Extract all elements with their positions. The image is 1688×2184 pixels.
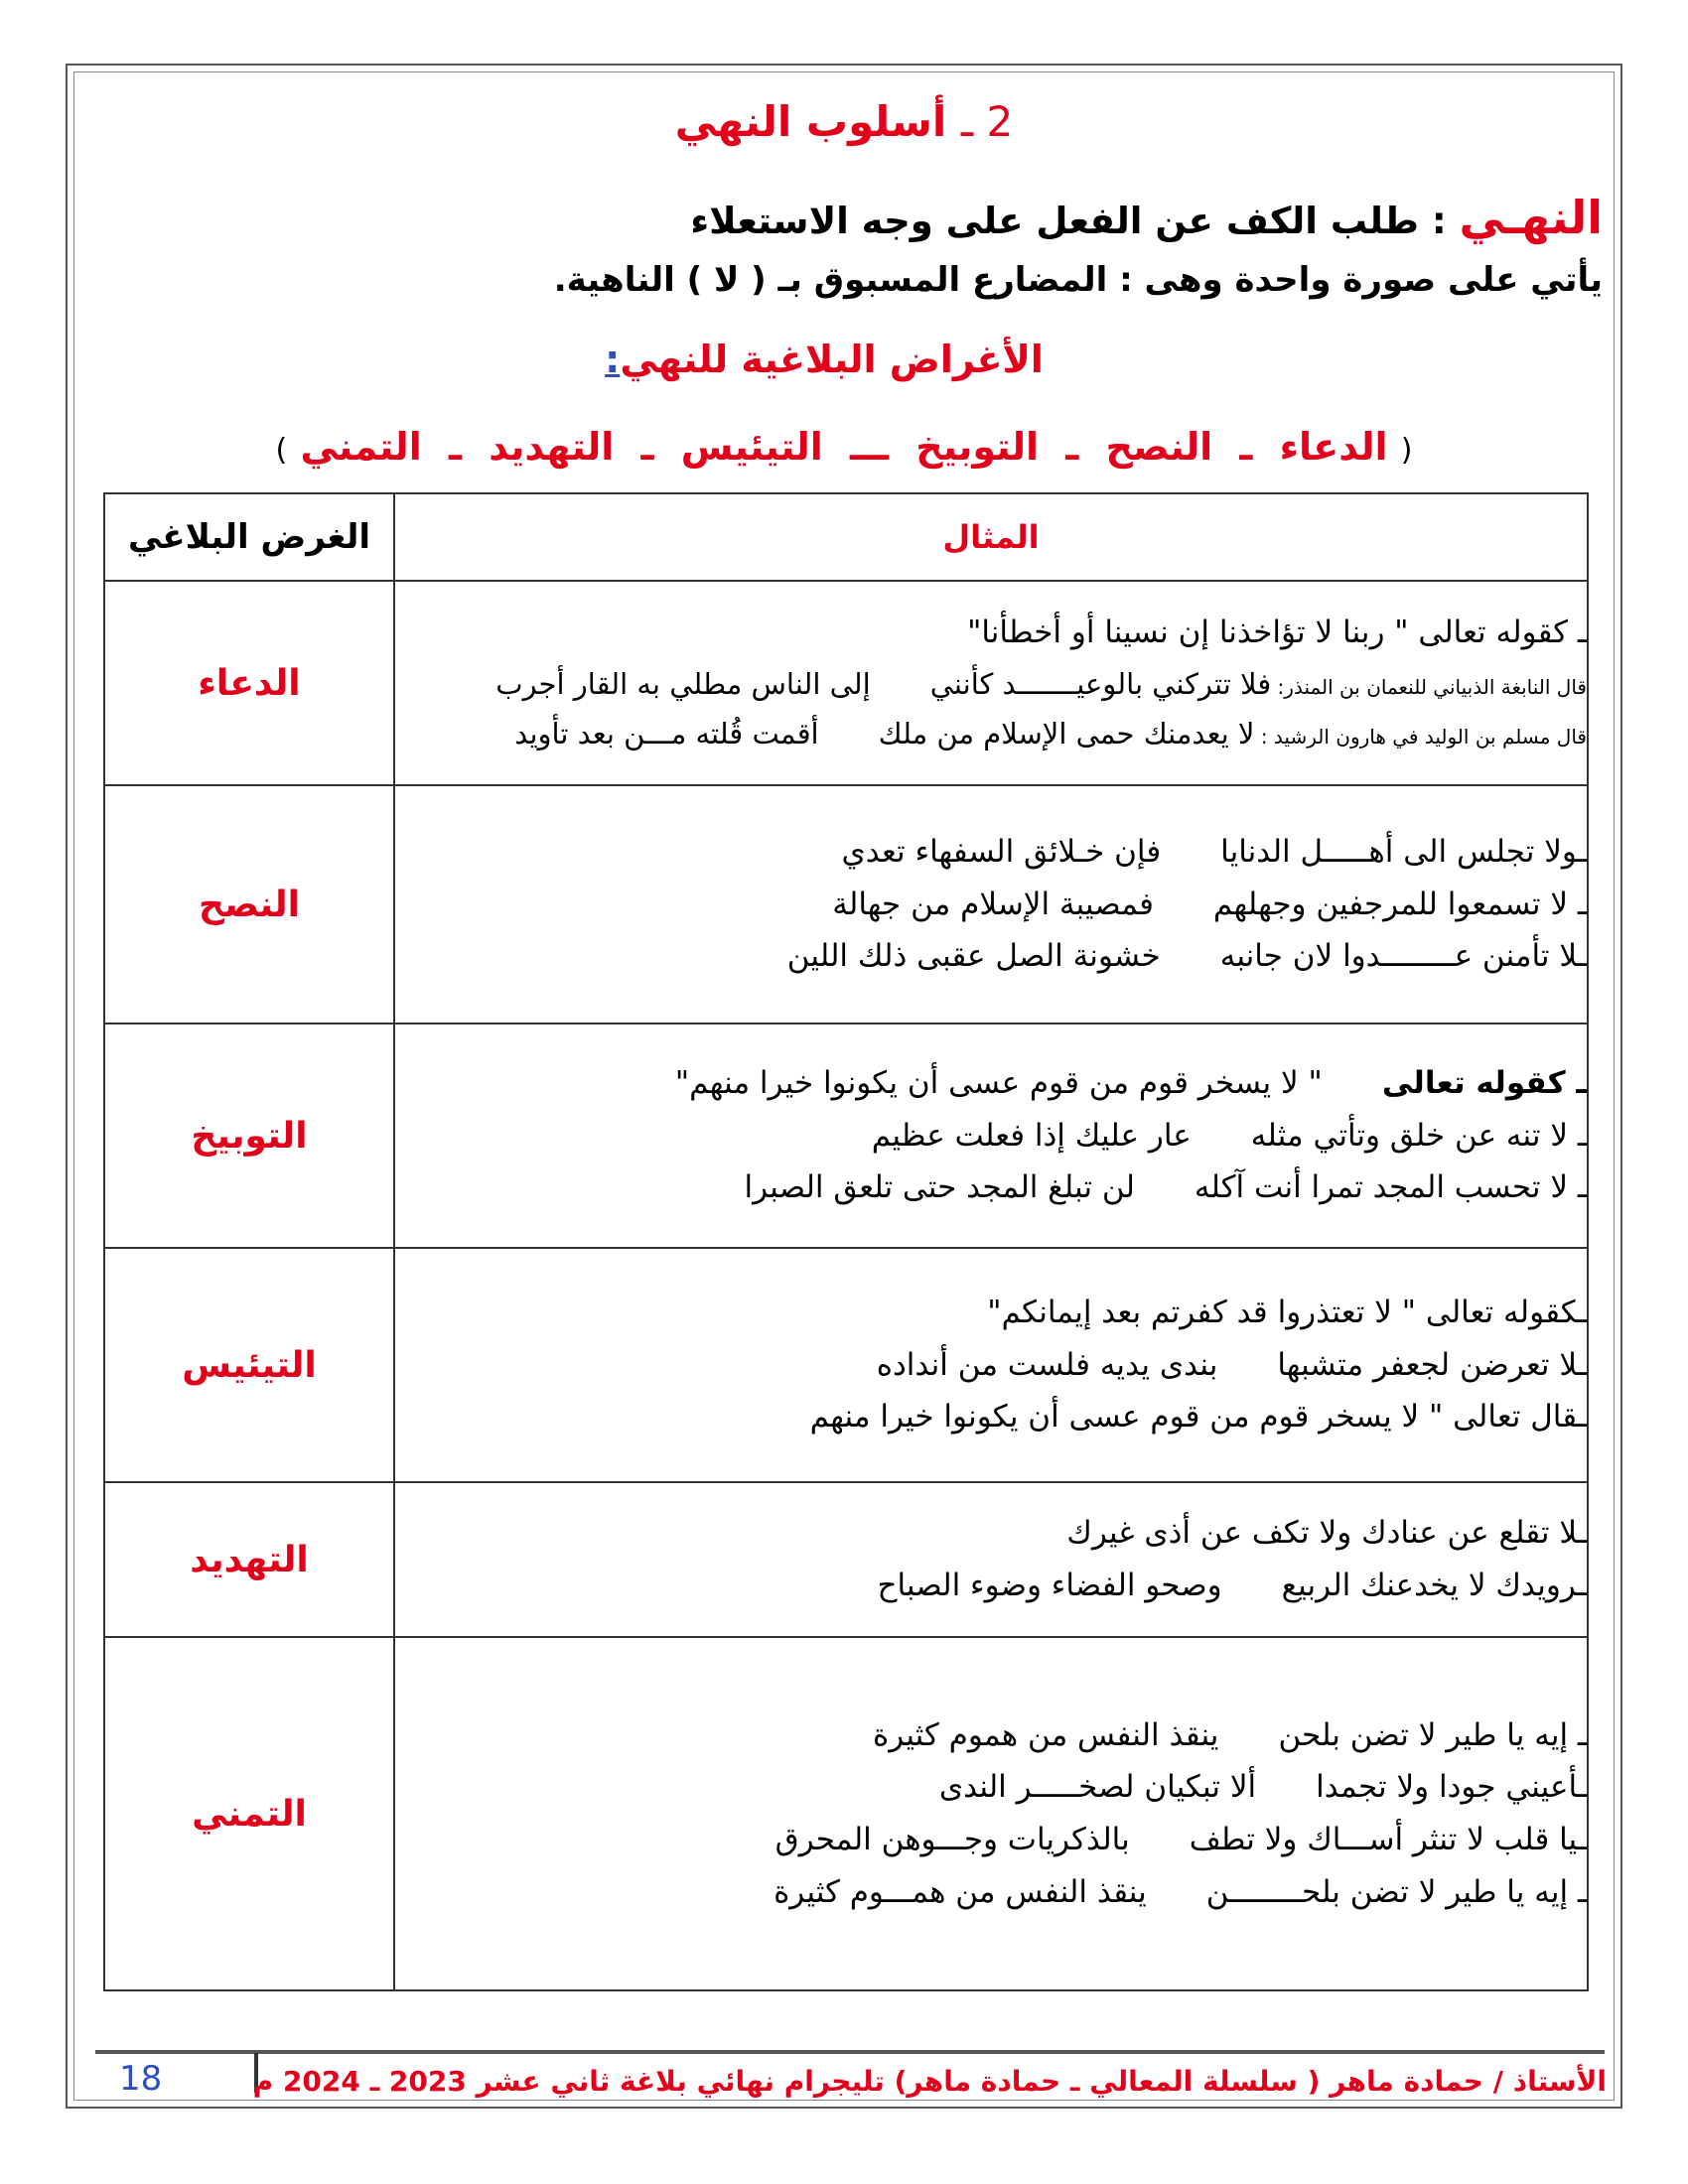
example-line — [395, 1117, 1587, 1156]
purpose-item: التوبيخ — [915, 425, 1040, 469]
example-second-hemistich: ألا تبكيان لصخـــــر الندى — [938, 1769, 1257, 1806]
form-line: يأتي على صورة واحدة وهى : المضارع المسبوق بـ ( لا ) الناهية. — [553, 260, 1603, 300]
example-line — [395, 886, 1587, 924]
purpose-item: التيئيس — [680, 425, 823, 469]
purpose-item: التمني — [300, 425, 422, 469]
example-first-hemistich: ـلا تقلع عن عنادك ولا تكف عن أذى غيرك — [1066, 1515, 1587, 1552]
example-cell — [394, 1482, 1588, 1637]
section-title — [0, 97, 1688, 146]
definition-line — [690, 191, 1603, 244]
purposes-table — [103, 492, 1589, 1991]
example-second-hemistich: فإن خـلائق السفهاء تعدي — [841, 833, 1162, 870]
example-line — [395, 937, 1587, 976]
example-first-hemistich: ـيا قلب لا تنثر أســـاك ولا تطف — [1189, 1822, 1587, 1857]
example-line — [395, 1873, 1587, 1912]
purposes-list — [0, 425, 1688, 469]
example-second-hemistich: ينقذ النفس من همـــوم كثيرة — [774, 1873, 1147, 1910]
purpose-cell: التهديد — [104, 1482, 394, 1637]
example-first-hemistich: ـ لا تسمعوا للمرجفين وجهلهم — [1212, 886, 1587, 922]
example-second-hemistich: إلى الناس مطلي به القار أجرب — [495, 667, 871, 702]
example-cell — [394, 581, 1588, 785]
table-row — [104, 785, 1588, 1024]
example-line — [395, 614, 1587, 652]
table-row — [104, 1248, 1588, 1482]
purpose-cell: التمني — [104, 1637, 394, 1990]
table-row — [104, 1482, 1588, 1637]
purpose-cell: النصح — [104, 785, 394, 1024]
purpose-separator: ـ — [1065, 425, 1079, 469]
example-line — [395, 1716, 1587, 1755]
purposes-heading-text: الأغراض البلاغية للنهي — [620, 338, 1044, 381]
purpose-separator: ـ — [448, 425, 462, 469]
example-line — [395, 1346, 1587, 1385]
example-first-hemistich: ـ كقوله تعالى " ربنا لا تؤاخذنا إن نسينا أو أخطأنا" — [967, 614, 1587, 651]
section-number: 2 ـ — [960, 97, 1014, 146]
example-attribution: قال النابغة الذبياني للنعمان بن المنذر: — [1271, 675, 1587, 700]
example-first-hemistich: ـلا تأمنن عــــــــدوا لان جانبه — [1219, 938, 1587, 975]
header-example: المثال — [394, 493, 1588, 581]
example-attribution: قال مسلم بن الوليد في هارون الرشيد : — [1254, 725, 1587, 750]
example-line — [395, 1398, 1587, 1436]
purposes-heading-colon: : — [605, 338, 621, 381]
section-title-text: أسلوب النهي — [674, 97, 947, 146]
example-first-hemistich: ـكقوله تعالى " لا تعتذروا قد كفرتم بعد إيمانكم" — [987, 1294, 1587, 1330]
example-first-hemistich: ـ لا تحسب المجد تمرا أنت آكله — [1194, 1169, 1587, 1206]
example-first-hemistich: ـولا تجلس الى أهـــــل الدنايا — [1220, 833, 1587, 870]
footer-text: الأستاذ / حمادة ماهر ( سلسلة المعالي ـ حمادة ماهر) تليجرام نهائي بلاغة ثاني عشر 2023 ـ 2024 م — [252, 2065, 1607, 2098]
purpose-cell: التيئيس — [104, 1248, 394, 1482]
example-line — [395, 1064, 1587, 1103]
example-line — [395, 666, 1587, 702]
example-first-hemistich: ـأعيني جودا ولا تجمدا — [1316, 1769, 1587, 1806]
purposes-close-paren: ) — [275, 433, 288, 468]
purpose-item: التهديد — [489, 425, 615, 469]
purposes-heading — [0, 338, 1688, 381]
example-line — [395, 1821, 1587, 1859]
table-row — [104, 581, 1588, 785]
definition-term: النهـي — [1459, 191, 1603, 244]
example-second-hemistich: " لا يسخر قوم من قوم عسى أن يكونوا خيرا منهم" — [674, 1064, 1323, 1101]
example-first-hemistich: لا يعدمنك حمى الإسلام من ملك — [878, 717, 1255, 751]
example-second-hemistich: فمصيبة الإسلام من جهالة — [832, 886, 1154, 922]
purpose-cell: التوبيخ — [104, 1024, 394, 1248]
example-first-hemistich: ـقال تعالى " لا يسخر قوم من قوم عسى أن يكونوا خيرا منهم — [809, 1399, 1587, 1435]
footer-rule — [95, 2050, 1605, 2054]
definition-text: : طلب الكف عن الفعل على وجه الاستعلاء — [690, 200, 1460, 242]
example-line — [395, 1168, 1587, 1207]
purpose-item: الدعاء — [1279, 425, 1388, 469]
example-line — [395, 1294, 1587, 1332]
example-line — [395, 1567, 1587, 1605]
purpose-cell: الدعاء — [104, 581, 394, 785]
table-header-row — [104, 493, 1588, 581]
example-second-hemistich: وصحو الفضاء وضوء الصباح — [877, 1568, 1222, 1603]
example-second-hemistich: ينقذ النفس من هموم كثيرة — [872, 1716, 1219, 1753]
example-first-hemistich: ـ إيه يا طير لا تضن بلحــــــــن — [1205, 1873, 1587, 1910]
purposes-open-paren: ( — [1400, 433, 1413, 468]
example-first-hemistich: ـ إيه يا طير لا تضن بلحن — [1278, 1716, 1587, 1753]
example-second-hemistich: أقمت قُلته مـــن بعد تأويد — [514, 717, 819, 751]
example-line — [395, 1768, 1587, 1807]
example-first-hemistich: ـ كقوله تعالى — [1381, 1064, 1587, 1101]
example-cell — [394, 1248, 1588, 1482]
purpose-item: النصح — [1105, 425, 1213, 469]
example-first-hemistich: فلا تتركني بالوعيـــــــد كأنني — [929, 667, 1272, 702]
example-first-hemistich: ـرويدك لا يخدعنك الربيع — [1281, 1568, 1587, 1603]
example-second-hemistich: عار عليك إذا فعلت عظيم — [871, 1117, 1192, 1154]
example-first-hemistich: ـلا تعرضن لجعفر متشبها — [1277, 1346, 1587, 1383]
purpose-separator: ـ — [640, 425, 654, 469]
purpose-separator: ـــ — [850, 425, 889, 469]
example-line — [395, 716, 1587, 751]
example-second-hemistich: خشونة الصل عقبى ذلك اللين — [786, 938, 1161, 975]
example-first-hemistich: ـ لا تنه عن خلق وتأتي مثله — [1250, 1117, 1587, 1154]
example-second-hemistich: لن تبلغ المجد حتى تلعق الصبرا — [744, 1169, 1135, 1206]
example-second-hemistich: بالذكريات وجـــوهن المحرق — [774, 1822, 1130, 1857]
example-second-hemistich: بندى يديه فلست من أنداده — [876, 1346, 1218, 1383]
example-cell — [394, 1024, 1588, 1248]
page-number: 18 — [119, 2059, 163, 2099]
example-line — [395, 1514, 1587, 1553]
example-cell — [394, 785, 1588, 1024]
purpose-separator: ـ — [1239, 425, 1253, 469]
example-cell — [394, 1637, 1588, 1990]
table-row — [104, 1637, 1588, 1990]
header-purpose: الغرض البلاغي — [104, 493, 394, 581]
table-row — [104, 1024, 1588, 1248]
example-line — [395, 833, 1587, 872]
